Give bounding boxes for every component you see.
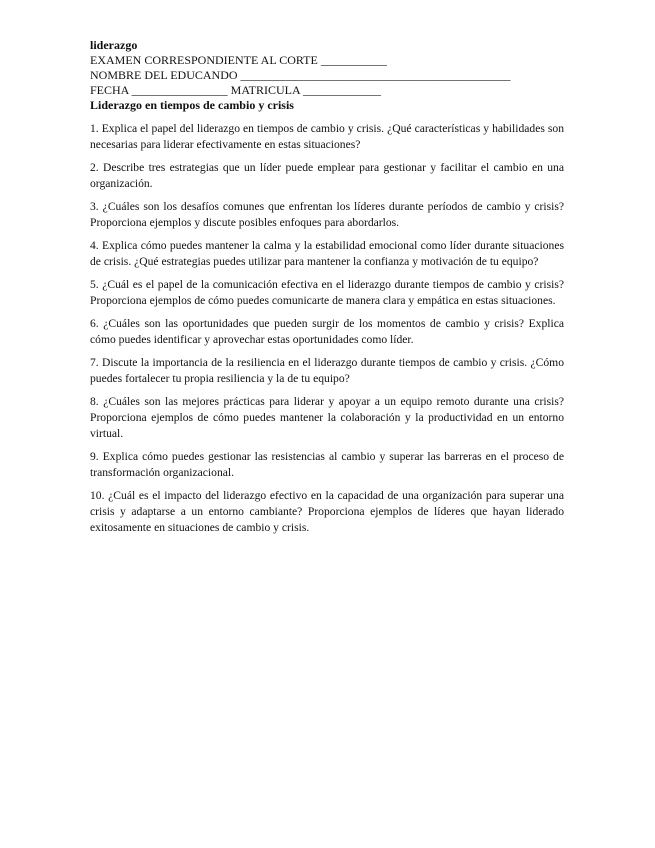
question-1: 1. Explica el papel del liderazgo en tiempos de cambio y crisis. ¿Qué características y habilidades son necesarias para liderar efectivamente en estas situaciones? [90, 122, 564, 151]
question-5: 5. ¿Cuál es el papel de la comunicación efectiva en el liderazgo durante tiempos de cambio y crisis? Proporciona ejemplos de cómo puedes comunicarte de manera clara y empática en estas situaciones. [90, 278, 564, 307]
exam-title: Liderazgo en tiempos de cambio y crisis [90, 98, 294, 112]
question-7: 7. Discute la importancia de la resiliencia en el liderazgo durante tiempos de cambio y crisis. ¿Cómo puedes fortalecer tu propia resiliencia y la de tu equipo? [90, 356, 564, 385]
student-name-line: NOMBRE DEL EDUCANDO _____________________________________________ [90, 68, 511, 82]
exam-period-line: EXAMEN CORRESPONDIENTE AL CORTE ___________ [90, 53, 387, 67]
question-2: 2. Describe tres estrategias que un líder puede emplear para gestionar y facilitar el cambio en una organización. [90, 161, 564, 190]
question-6: 6. ¿Cuáles son las oportunidades que pueden surgir de los momentos de cambio y crisis? Explica cómo puedes identificar y aprovechar estas oportunidades como líder. [90, 317, 564, 346]
question-10: 10. ¿Cuál es el impacto del liderazgo efectivo en la capacidad de una organización para superar una crisis y adaptarse a un entorno cambiante? Proporciona ejemplos de líderes que hayan liderado exitosamente en situaciones de cambio y crisis. [90, 489, 564, 534]
date-enrollment-line: FECHA ________________ MATRICULA _____________ [90, 83, 382, 97]
question-8: 8. ¿Cuáles son las mejores prácticas para liderar y apoyar a un equipo remoto durante una crisis? Proporciona ejemplos de cómo puedes mantener la colaboración y la productividad en un entorno virtual. [90, 395, 564, 440]
question-list [90, 121, 564, 536]
question-4: 4. Explica cómo puedes mantener la calma y la estabilidad emocional como líder durante situaciones de crisis. ¿Qué estrategias puedes utilizar para mantener la confianza y motivación de tu equipo? [90, 239, 564, 268]
question-9: 9. Explica cómo puedes gestionar las resistencias al cambio y superar las barreras en el proceso de transformación organizacional. [90, 450, 564, 479]
question-3: 3. ¿Cuáles son los desafíos comunes que enfrentan los líderes durante períodos de cambio y crisis? Proporciona ejemplos y discute posibles enfoques para abordarlos. [90, 200, 564, 229]
subject-heading: liderazgo [90, 38, 138, 52]
exam-document [90, 38, 564, 543]
